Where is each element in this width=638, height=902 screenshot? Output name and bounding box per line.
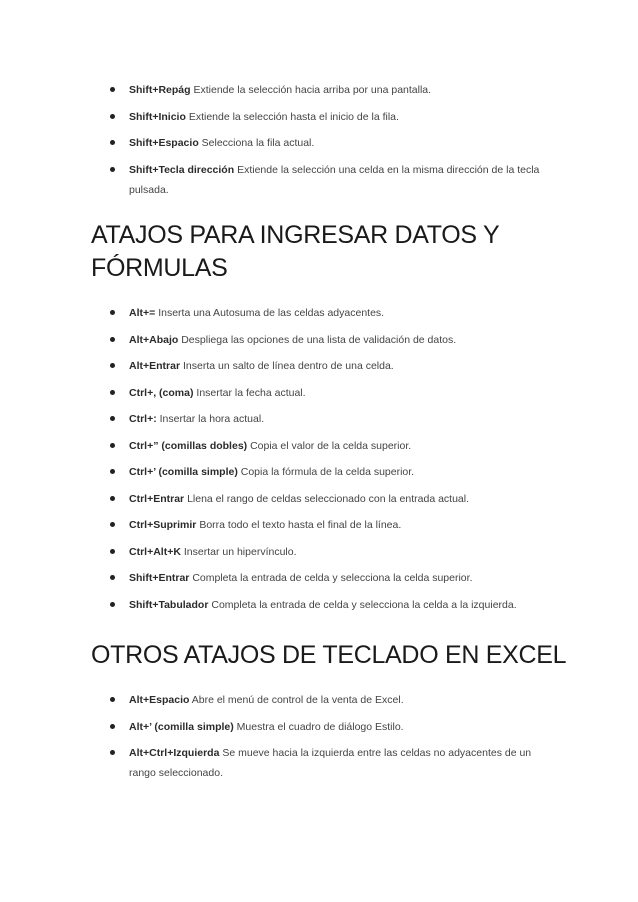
section-heading-other-shortcuts: OTROS ATAJOS DE TECLADO EN EXCEL [91, 641, 567, 669]
list-item [0, 568, 638, 588]
list-item [0, 409, 638, 429]
shortcut-desc: Copia la fórmula de la celda superior. [240, 466, 415, 478]
bullet-icon [110, 140, 115, 145]
shortcut-key: Alt+Abajo [129, 333, 179, 346]
shortcut-desc: Inserta una Autosuma de las celdas adyacentes. [158, 307, 385, 319]
bullet-icon [110, 337, 115, 342]
shortcut-key: Alt+’ (comilla simple) [129, 720, 234, 733]
shortcut-desc: Selecciona la fila actual. [201, 137, 315, 149]
bullet-icon [110, 469, 115, 474]
shortcut-desc: Insertar la fecha actual. [196, 386, 306, 399]
shortcut-desc: Insertar un hipervínculo. [183, 545, 297, 558]
list-item [0, 133, 638, 153]
bullet-icon [110, 114, 115, 119]
list-item [0, 462, 638, 482]
shortcut-key: Shift+Entrar [129, 572, 190, 584]
shortcut-key: Ctrl+Entrar [129, 492, 185, 505]
list-item [0, 595, 638, 615]
list-item [0, 489, 638, 509]
bullet-icon [110, 724, 115, 729]
list-item [0, 515, 638, 535]
shortcut-key: Ctrl+Suprimir [129, 519, 197, 531]
shortcut-key: Shift+Espacio [129, 137, 199, 149]
shortcut-desc: Completa la entrada de celda y selecciona la celda a la izquierda. [211, 598, 517, 611]
list-item [0, 303, 638, 323]
shortcut-key: Shift+Repág [129, 84, 191, 96]
shortcut-key: Ctrl+: [129, 413, 157, 425]
shortcut-key: Alt+Entrar [129, 360, 181, 372]
shortcut-desc: Llena el rango de celdas seleccionado con la entrada actual. [187, 492, 470, 505]
bullet-icon [110, 363, 115, 368]
shortcut-desc: Despliega las opciones de una lista de validación de datos. [181, 333, 457, 346]
shortcut-key: Ctrl+, (coma) [129, 386, 194, 399]
shortcut-list-selection [0, 80, 638, 206]
list-item [0, 690, 638, 710]
list-item [0, 160, 638, 200]
list-item [0, 80, 638, 100]
list-item [0, 743, 638, 783]
list-item [0, 436, 638, 456]
shortcut-list-data-entry [0, 303, 638, 621]
bullet-icon [110, 167, 115, 172]
shortcut-desc: Completa la entrada de celda y selecciona la celda superior. [192, 572, 473, 584]
shortcut-key: Ctrl+” (comillas dobles) [129, 439, 248, 452]
bullet-icon [110, 750, 115, 755]
shortcut-desc: Se mueve hacia la izquierda entre las celdas no adyacentes de un rango seleccionado. [129, 747, 532, 779]
shortcut-key: Ctrl+’ (comilla simple) [129, 466, 238, 478]
list-item [0, 717, 638, 737]
shortcut-desc: Insertar la hora actual. [159, 413, 265, 425]
bullet-icon [110, 602, 115, 607]
shortcut-desc: Inserta un salto de línea dentro de una celda. [182, 360, 394, 372]
list-item [0, 330, 638, 350]
list-item [0, 356, 638, 376]
bullet-icon [110, 549, 115, 554]
shortcut-desc: Borra todo el texto hasta el final de la línea. [199, 519, 402, 531]
list-item [0, 383, 638, 403]
shortcut-key: Ctrl+Alt+K [129, 545, 181, 558]
bullet-icon [110, 390, 115, 395]
shortcut-desc: Abre el menú de control de la venta de Excel. [191, 694, 404, 706]
shortcut-desc: Extiende la selección una celda en la misma dirección de la tecla pulsada. [129, 163, 540, 196]
bullet-icon [110, 522, 115, 527]
bullet-icon [110, 496, 115, 501]
bullet-icon [110, 416, 115, 421]
shortcut-list-other [0, 690, 638, 790]
list-item [0, 107, 638, 127]
shortcut-key: Alt+= [129, 307, 156, 319]
list-item [0, 542, 638, 562]
shortcut-desc: Extiende la selección hacia arriba por una pantalla. [193, 84, 432, 96]
shortcut-desc: Extiende la selección hasta el inicio de la fila. [188, 110, 399, 123]
shortcut-desc: Muestra el cuadro de diálogo Estilo. [236, 720, 404, 733]
bullet-icon [110, 443, 115, 448]
bullet-icon [110, 87, 115, 92]
shortcut-key: Shift+Tecla dirección [129, 163, 235, 176]
shortcut-key: Shift+Tabulador [129, 598, 209, 611]
shortcut-key: Shift+Inicio [129, 110, 186, 123]
section-heading-data-formulas: ATAJOS PARA INGRESAR DATOS Y FÓRMULAS [91, 221, 499, 282]
bullet-icon [110, 310, 115, 315]
shortcut-key: Alt+Espacio [129, 694, 190, 706]
bullet-icon [110, 697, 115, 702]
bullet-icon [110, 575, 115, 580]
shortcut-desc: Copia el valor de la celda superior. [250, 439, 412, 452]
shortcut-key: Alt+Ctrl+Izquierda [129, 747, 220, 759]
